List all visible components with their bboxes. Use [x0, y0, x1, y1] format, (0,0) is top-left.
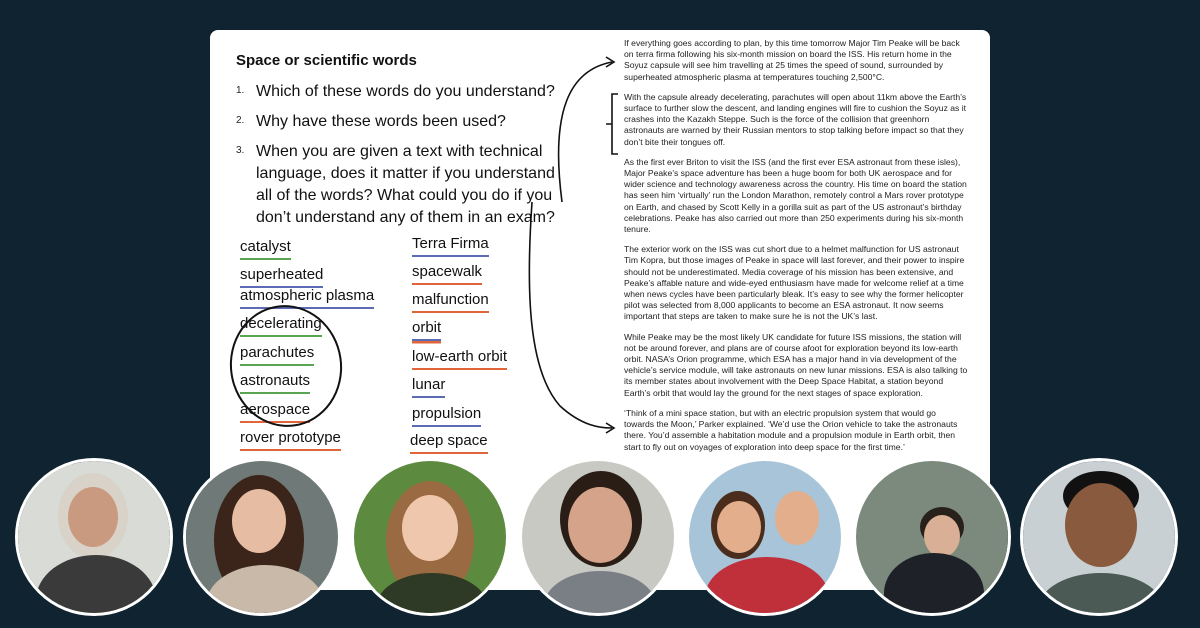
avatar-face	[68, 487, 118, 547]
article-paragraph: ‘Think of a mini space station, but with an electric propulsion system that would go towards the Moon,’ Parker explained. ‘We’d use the Orion vehicle to take the astronauts there. You’d assemble a habitation module and a propulsion module in Earth orbit, then start to fly out on voyages of exploration into deep space for the first time.’	[624, 407, 958, 452]
student-avatar-5	[686, 458, 844, 616]
avatar-face	[402, 495, 458, 561]
vocab-word-astronauts: astronauts	[240, 372, 310, 394]
avatar-face	[568, 487, 632, 563]
vocab-word-catalyst: catalyst	[240, 238, 291, 260]
question-number: 1.	[236, 85, 245, 96]
vocab-word-deep-space: deep space	[410, 432, 488, 454]
student-photo-strip	[0, 452, 1200, 628]
vocab-word-decelerating: decelerating	[240, 315, 322, 337]
student-avatar-2	[183, 458, 341, 616]
student-avatar-7	[1020, 458, 1178, 616]
vocab-word-rover-prototype: rover prototype	[240, 429, 341, 451]
student-avatar-3	[351, 458, 509, 616]
question-text: When you are given a text with technical language, does it matter if you understand all of the words? What could you do if you don’t understand any of them in an exam?	[256, 143, 555, 226]
student-avatar-1	[15, 458, 173, 616]
avatar-face	[924, 515, 960, 557]
question-text: Why have these words been used?	[256, 113, 506, 130]
avatar-face	[775, 491, 819, 545]
vocab-word-malfunction: malfunction	[412, 291, 489, 313]
student-avatar-4	[519, 458, 677, 616]
avatar-face	[232, 489, 286, 553]
student-avatar-6	[853, 458, 1011, 616]
worksheet-heading: Space or scientific words	[236, 52, 417, 69]
article-paragraph: As the first ever Briton to visit the ISS (and the first ever ESA astronaut from these isles), Major Peake’s space adventure has been a huge boom for both UK aerospace and for wider science and technology awareness across the country. His time on board the station has seen him ‘virtually’ run the London Marathon, remotely control a Mars rover prototype on Earth, and chased by Scott Kelly in a gorilla suit as part of the US astronaut’s birthday celebrations. Peake has also carried out more than 250 experiments during his six-month tenure.	[624, 156, 967, 235]
vocab-word-terra-firma: Terra Firma	[412, 235, 489, 257]
vocab-word-lunar: lunar	[412, 376, 445, 398]
question-text: Which of these words do you understand?	[256, 83, 555, 100]
question-number: 2.	[236, 115, 245, 126]
vocab-word-propulsion: propulsion	[412, 405, 481, 427]
vocab-word-low-earth-orbit: low-earth orbit	[412, 348, 507, 370]
question-number: 3.	[236, 145, 245, 156]
article-paragraph: With the capsule already decelerating, parachutes will open about 11km above the Earth’s surface to further slow the descent, and landing engines will fire to cushion the Soyuz as it crashes into the Kazakh Steppe. Such is the force of the collision that greenhorn astronauts are warned by their Russian mentors to stop talking before impact so that they don’t bite their tongues off.	[624, 91, 967, 147]
article-paragraph: While Peake may be the most likely UK candidate for future ISS missions, the station will not be around forever, and plans are of course afoot for exploration beyond its low-earth orbit. NASA’s Orion programme, which ESA has a major hand in via development of the vehicle’s service module, will take astronauts on new lunar missions. ESA is also talking to its member states about involvement with the Deep Space Habitat, a station beyond Earth’s orbit that would lay the ground for the next stages of space exploration.	[624, 331, 968, 398]
avatar-face	[1065, 483, 1137, 567]
vocab-word-spacewalk: spacewalk	[412, 263, 482, 285]
vocab-word-orbit: orbit	[412, 319, 441, 341]
avatar-face	[717, 501, 761, 553]
article-paragraph: If everything goes according to plan, by this time tomorrow Major Tim Peake will be back on terra firma following his six-month mission on board the ISS. His return home in the Soyuz capsule will see him travelling at 25 times the speed of sound, surrounded by superheated atmospheric plasma at temperatures touching 2,500°C.	[624, 38, 960, 82]
vocab-word-superheated: superheated	[240, 266, 323, 288]
vocab-word-aerospace: aerospace	[240, 401, 310, 423]
vocab-word-parachutes: parachutes	[240, 344, 314, 366]
vocab-word-atmospheric-plasma: atmospheric plasma	[240, 287, 374, 309]
article-paragraph: The exterior work on the ISS was cut short due to a helmet malfunction for US astronaut Tim Kopra, but those images of Peake in space will last forever, and their power to inspire should not be underestimated. Media coverage of his mission has been extensive, and Peake’s affable nature and wide-eyed enthusiasm have made for welcome relief at a time when news cycles have been particularly bleak. It’s easy to see why the former helicopter pilot was selected from 8,000 applicants to become an ESA astronaut. It now seems important that steps are taken to make sure he is not the UK’s last.	[624, 244, 965, 322]
